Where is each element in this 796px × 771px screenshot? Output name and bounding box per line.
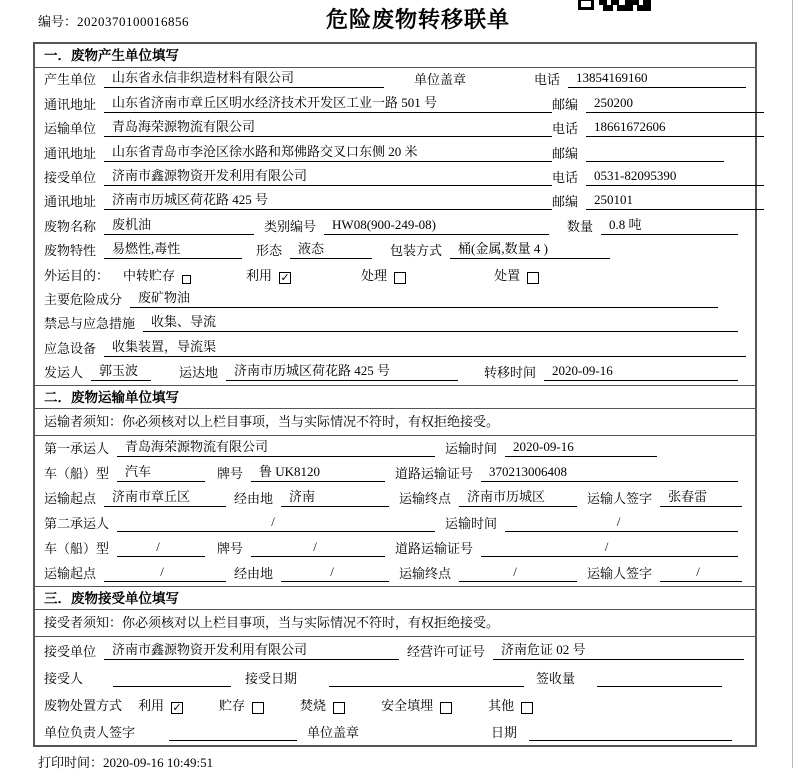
form-state-label: 形态 <box>256 243 283 259</box>
row-transport-unit <box>35 117 755 141</box>
vehicle-type-value: 汽车 <box>117 464 205 482</box>
produce-addr-value: 山东省济南市章丘区明水经济技术开发区工业一路 501 号 <box>104 95 552 113</box>
plate-label: 牌号 <box>217 466 244 482</box>
received-qty-label: 签收量 <box>536 671 576 687</box>
phone-label: 电话 <box>533 72 560 88</box>
responsible-sign-value <box>169 739 297 741</box>
zip-label: 邮编 <box>552 194 579 210</box>
row-waste-attr <box>35 239 755 263</box>
date-value <box>529 739 732 741</box>
destination-value: 济南市历城区荷花路 425 号 <box>226 363 458 381</box>
road-cert-label: 道路运输证号 <box>395 466 474 482</box>
carrier2-label: 第二承运人 <box>44 516 110 532</box>
quantity-label: 数量 <box>567 218 594 234</box>
row-transport-addr <box>35 141 755 165</box>
row-receive-addr <box>35 190 755 214</box>
produce-zip-group <box>552 95 764 113</box>
print-time-label: 打印时间： <box>38 755 104 770</box>
zip-label: 邮编 <box>552 145 579 161</box>
route-end-label: 运输终点 <box>399 491 452 507</box>
checkbox-incinerate <box>333 702 345 714</box>
form-number-label: 编号： <box>38 14 78 29</box>
purpose-option-label: 处理 <box>361 267 388 283</box>
produce-addr-label: 通讯地址 <box>44 96 97 112</box>
received-qty-value <box>597 685 722 687</box>
produce-zip-value: 250200 <box>586 95 764 113</box>
transport-time-label: 运输时间 <box>445 516 498 532</box>
plate-value: 鲁 UK8120 <box>251 464 385 482</box>
via-label: 经由地 <box>234 491 274 507</box>
transport-phone-group <box>552 119 764 137</box>
row-responsible-sign <box>35 718 755 745</box>
checkbox-transfer-storage <box>182 275 191 284</box>
route-start-value: 济南市章丘区 <box>104 489 226 507</box>
route-start-label: 运输起点 <box>44 491 97 507</box>
receive-addr-value: 济南市历城区荷花路 425 号 <box>104 192 552 210</box>
qr-module-blocks <box>599 0 651 11</box>
qr-code-fragment-icon <box>578 0 651 11</box>
packing-label: 包装方式 <box>390 243 443 259</box>
section2-heading: 二．废物运输单位填写 <box>35 385 755 409</box>
unit-seal-label: 单位盖章 <box>307 725 360 741</box>
row-route1 <box>35 486 755 511</box>
print-time-value: 2020-09-16 10:49:51 <box>103 755 214 770</box>
row-equip <box>35 336 755 360</box>
section3-heading: 三．废物接受单位填写 <box>35 586 755 610</box>
equip-value: 收集装置，导流渠 <box>104 339 746 357</box>
row-disposal <box>35 691 755 718</box>
checkbox-treat <box>394 272 406 284</box>
receive-unit-value: 济南市鑫源物资开发利用有限公司 <box>104 642 399 660</box>
row-vehicle2 <box>35 536 755 561</box>
via-value: 济南 <box>281 489 389 507</box>
receiver-notice: 接受者须知：你必须核对以上栏目事项，当与实际情况不符时，有权拒绝接受。 <box>35 610 755 637</box>
quantity-value: 0.8 吨 <box>601 217 738 235</box>
carrier1-label: 第一承运人 <box>44 441 110 457</box>
plate-label: 牌号 <box>217 541 244 557</box>
qr-finder-block <box>578 0 594 10</box>
checkbox-store <box>252 702 264 714</box>
disposal-option-label: 安全填埋 <box>381 698 434 714</box>
waste-name-label: 废物名称 <box>44 218 97 234</box>
form-number-value: 2020370100016856 <box>77 14 190 29</box>
vehicle-type-label: 车（船）型 <box>44 541 110 557</box>
disposal-option-label: 其他 <box>488 698 515 714</box>
carrier1-value: 青岛海荣源物流有限公司 <box>117 439 435 457</box>
license-value: 济南危证 02 号 <box>493 642 744 660</box>
via-value: / <box>281 564 389 582</box>
transport-zip-group <box>552 146 764 162</box>
transporter-notice: 运输者须知：你必须核对以上栏目事项，当与实际情况不符时，有权拒绝接受。 <box>35 409 755 436</box>
row-route2 <box>35 561 755 586</box>
receiver-value <box>113 685 231 687</box>
produce-unit-label: 产生单位 <box>44 72 97 88</box>
transport-unit-label: 运输单位 <box>44 121 97 137</box>
receive-phone-group <box>552 168 764 186</box>
section1-heading: 一．废物产生单位填写 <box>35 44 755 68</box>
page-edge-line <box>792 0 793 768</box>
zip-label: 邮编 <box>552 96 579 112</box>
taboo-label: 禁忌与应急措施 <box>44 316 136 332</box>
route-start-label: 运输起点 <box>44 566 97 582</box>
phone-label: 电话 <box>552 169 579 185</box>
transport-phone-value: 18661672606 <box>586 119 764 137</box>
transfer-form <box>33 42 757 747</box>
row-waste-name <box>35 214 755 238</box>
carrier-sign-label: 运输人签字 <box>587 491 653 507</box>
purpose-option-label: 处置 <box>494 267 521 283</box>
route-end-value: 济南市历城区 <box>459 489 577 507</box>
produce-unit-value: 山东省永信非织造材料有限公司 <box>104 70 384 88</box>
vehicle-type-label: 车（船）型 <box>44 466 110 482</box>
equip-label: 应急设备 <box>44 340 97 356</box>
packing-value: 桶(金属,数量 4 ) <box>450 241 610 259</box>
receive-addr-label: 通讯地址 <box>44 194 97 210</box>
route-end-label: 运输终点 <box>399 566 452 582</box>
row-carrier1 <box>35 436 755 461</box>
destination-label: 运达地 <box>179 365 219 381</box>
hazard-value: 废矿物油 <box>130 290 718 308</box>
produce-phone-group <box>534 70 746 88</box>
waste-name-value: 废机油 <box>104 217 254 235</box>
carrier-sign-value: 张春雷 <box>660 489 742 507</box>
receive-zip-value: 250101 <box>586 192 764 210</box>
checkbox-dispose <box>527 272 539 284</box>
receive-zip-group <box>552 192 764 210</box>
checkbox-utilize: ✓ <box>280 271 290 284</box>
transport-time-value: 2020-09-16 <box>505 439 657 457</box>
transport-addr-value: 山东省青岛市李沧区徐水路和郑佛路交叉口东侧 20 米 <box>104 144 552 162</box>
transfer-time-value: 2020-09-16 <box>544 363 738 381</box>
disposal-option-label: 焚烧 <box>300 698 327 714</box>
license-label: 经营许可证号 <box>407 644 486 660</box>
transport-zip-value <box>586 160 724 162</box>
row-produce-addr <box>35 92 755 116</box>
checkbox-other <box>521 702 533 714</box>
form-title: 危险废物转移联单 <box>326 7 511 32</box>
print-time <box>38 752 213 771</box>
date-label: 日期 <box>491 725 518 741</box>
dispatcher-value: 郭玉波 <box>91 363 151 381</box>
row-receiver <box>35 664 755 691</box>
row-vehicle1 <box>35 461 755 486</box>
transport-time-value: / <box>505 514 738 532</box>
unit-seal-label: 单位盖章 <box>414 72 467 88</box>
form-number <box>38 11 189 30</box>
vehicle-type-value: / <box>117 539 205 557</box>
hazard-label: 主要危险成分 <box>44 291 123 307</box>
carrier-sign-value: / <box>660 564 742 582</box>
phone-label: 电话 <box>552 121 579 137</box>
row-purpose <box>35 263 755 287</box>
purpose-label: 外运目的： <box>44 267 110 283</box>
receive-date-value <box>329 685 524 687</box>
receive-unit-value: 济南市鑫源物资开发利用有限公司 <box>104 168 552 186</box>
produce-phone-value: 13854169160 <box>568 70 746 88</box>
row-produce-unit <box>35 68 755 92</box>
route-end-value: / <box>459 564 577 582</box>
category-code-label: 类别编号 <box>264 218 317 234</box>
form-state-value: 液态 <box>290 241 372 259</box>
disposal-option-label: 贮存 <box>219 698 246 714</box>
carrier-sign-label: 运输人签字 <box>587 566 653 582</box>
transport-time-label: 运输时间 <box>445 441 498 457</box>
row-receive-unit2 <box>35 637 755 664</box>
disposal-option-label: 利用 <box>138 698 165 714</box>
road-cert-value: 370213006408 <box>481 464 738 482</box>
responsible-sign-label: 单位负责人签字 <box>44 725 136 741</box>
taboo-value: 收集、导流 <box>143 314 738 332</box>
row-taboo <box>35 312 755 336</box>
row-carrier2 <box>35 511 755 536</box>
road-cert-label: 道路运输证号 <box>395 541 474 557</box>
via-label: 经由地 <box>234 566 274 582</box>
waste-attr-label: 废物特性 <box>44 243 97 259</box>
purpose-option-label: 利用 <box>246 267 273 283</box>
row-receive-unit <box>35 166 755 190</box>
carrier2-value: / <box>117 514 435 532</box>
row-hazard <box>35 288 755 312</box>
transport-addr-label: 通讯地址 <box>44 145 97 161</box>
receiver-label: 接受人 <box>44 671 84 687</box>
route-start-value: / <box>104 564 226 582</box>
purpose-option-label: 中转贮存 <box>123 267 176 283</box>
receive-unit-label: 接受单位 <box>44 644 97 660</box>
transport-unit-value: 青岛海荣源物流有限公司 <box>104 119 552 137</box>
receive-unit-label: 接受单位 <box>44 169 97 185</box>
checkbox-utilize: ✓ <box>172 702 182 715</box>
dispatcher-label: 发运人 <box>44 365 84 381</box>
disposal-label: 废物处置方式 <box>44 698 123 714</box>
road-cert-value: / <box>481 539 738 557</box>
category-code-value: HW08(900-249-08) <box>324 217 549 235</box>
plate-value: / <box>251 539 385 557</box>
checkbox-landfill <box>440 702 452 714</box>
receive-date-label: 接受日期 <box>245 671 298 687</box>
transfer-time-label: 转移时间 <box>484 365 537 381</box>
receive-phone-value: 0531-82095390 <box>586 168 764 186</box>
row-dispatch <box>35 361 755 385</box>
waste-attr-value: 易燃性,毒性 <box>104 241 242 259</box>
